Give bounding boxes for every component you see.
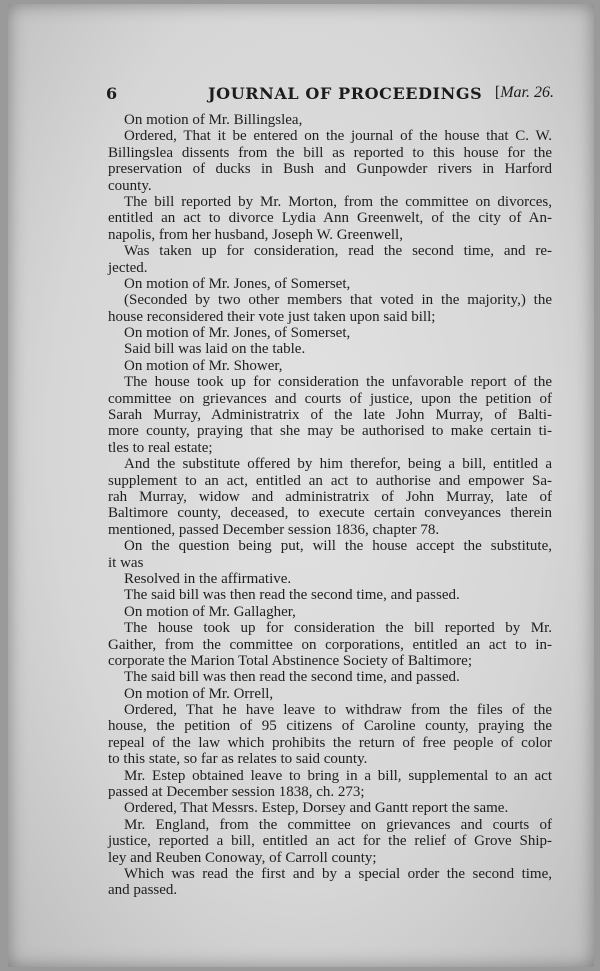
text-line: On motion of Mr. Billingslea, [124, 112, 303, 128]
text-line: and passed. [108, 882, 178, 899]
text-line: And the substitute offered by him therefor, being a bill, entitled a [124, 456, 552, 473]
text-line: mentioned, passed December session 1836, chapter 78. [108, 521, 440, 538]
header-date [495, 84, 554, 102]
text-line: Ordered, That he have leave to withdraw from the files of the [124, 702, 552, 719]
text-line: repeal of the law which prohibits the return of free people of color [108, 734, 552, 751]
text-line: Mr. Estep obtained leave to bring in a bill, supplemental to an act [124, 767, 552, 784]
page-title: JOURNAL OF PROCEEDINGS [208, 84, 483, 103]
running-header [106, 84, 554, 104]
date-text: Mar. 26. [500, 84, 554, 101]
text-line: Sarah Murray, Administratrix of the late John Murray, of Balti- [108, 407, 552, 424]
text-line: Ordered, That it be entered on the journal of the house that C. W. [124, 128, 552, 145]
text-line: tles to real estate; [108, 439, 213, 456]
text-line: Gaither, from the committee on corporations, entitled an act to in- [108, 636, 552, 653]
text-line: The said bill was then read the second time, and passed. [124, 587, 460, 604]
text-line: corporate the Marion Total Abstinence Society of Baltimore; [108, 652, 472, 669]
text-line: supplement to an act, entitled an act to authorise and empower Sa- [108, 472, 552, 489]
text-line: to this state, so far as relates to said county. [108, 751, 368, 768]
text-line: (Seconded by two other members that voted in the majority,) the [124, 292, 552, 309]
text-line: justice, reported a bill, entitled an act for the relief of Grove Ship- [108, 833, 552, 850]
text-line: house reconsidered their vote just taken upon said bill; [108, 308, 436, 325]
text-line: Ordered, That Messrs. Estep, Dorsey and Gantt report the same. [124, 800, 509, 817]
text-line: committee on grievances and courts of justice, upon the petition of [108, 390, 552, 407]
text-line: county. [108, 177, 152, 194]
date-bracket: [ [494, 84, 501, 101]
text-line: napolis, from her husband, Joseph W. Greenwell, [108, 226, 403, 243]
text-line: The house took up for consideration the unfavorable report of the [124, 374, 552, 391]
text-line: On the question being put, will the house accept the substitute, [124, 538, 552, 555]
text-line: jected. [108, 259, 148, 276]
text-line: The house took up for consideration the bill reported by Mr. [124, 620, 552, 637]
text-line: rah Murray, widow and administratrix of John Murray, late of [108, 488, 552, 505]
text-line: Which was read the first and by a special order the second time, [124, 865, 552, 882]
text-line: entitled an act to divorce Lydia Ann Greenwelt, of the city of An- [108, 210, 552, 227]
text-line: Mr. England, from the committee on grievances and courts of [124, 816, 552, 833]
text-line: it was [108, 554, 144, 571]
page-number: 6 [106, 84, 118, 103]
text-line: Was taken up for consideration, read the second time, and re- [124, 243, 552, 260]
text-line: On motion of Mr. Jones, of Somerset, [124, 325, 351, 342]
text-line: passed at December session 1838, ch. 273; [108, 784, 365, 801]
text-line: house, the petition of 95 citizens of Caroline county, praying the [108, 718, 552, 735]
text-line: The bill reported by Mr. Morton, from the committee on divorces, [124, 193, 552, 210]
text-line: preservation of ducks in Bush and Gunpowder rivers in Harford [108, 161, 552, 178]
text-line: On motion of Mr. Shower, [124, 357, 283, 374]
scanned-page [8, 4, 594, 967]
text-line: Baltimore county, deceased, to execute certain conveyances therein [108, 505, 552, 522]
text-line: On motion of Mr. Jones, of Somerset, [124, 275, 351, 292]
text-line: Said bill was laid on the table. [124, 341, 306, 358]
text-line: Resolved in the affirmative. [124, 570, 292, 587]
journal-text [108, 112, 552, 899]
text-line: On motion of Mr. Orrell, [124, 685, 274, 702]
text-line: On motion of Mr. Gallagher, [124, 603, 296, 620]
text-line: ley and Reuben Conoway, of Carroll county; [108, 849, 377, 866]
text-line: more county, praying that she may be authorised to make certain ti- [108, 423, 552, 440]
text-line: The said bill was then read the second time, and passed. [124, 669, 460, 686]
text-line: Billingslea dissents from the bill as reported to this house for the [108, 144, 552, 161]
